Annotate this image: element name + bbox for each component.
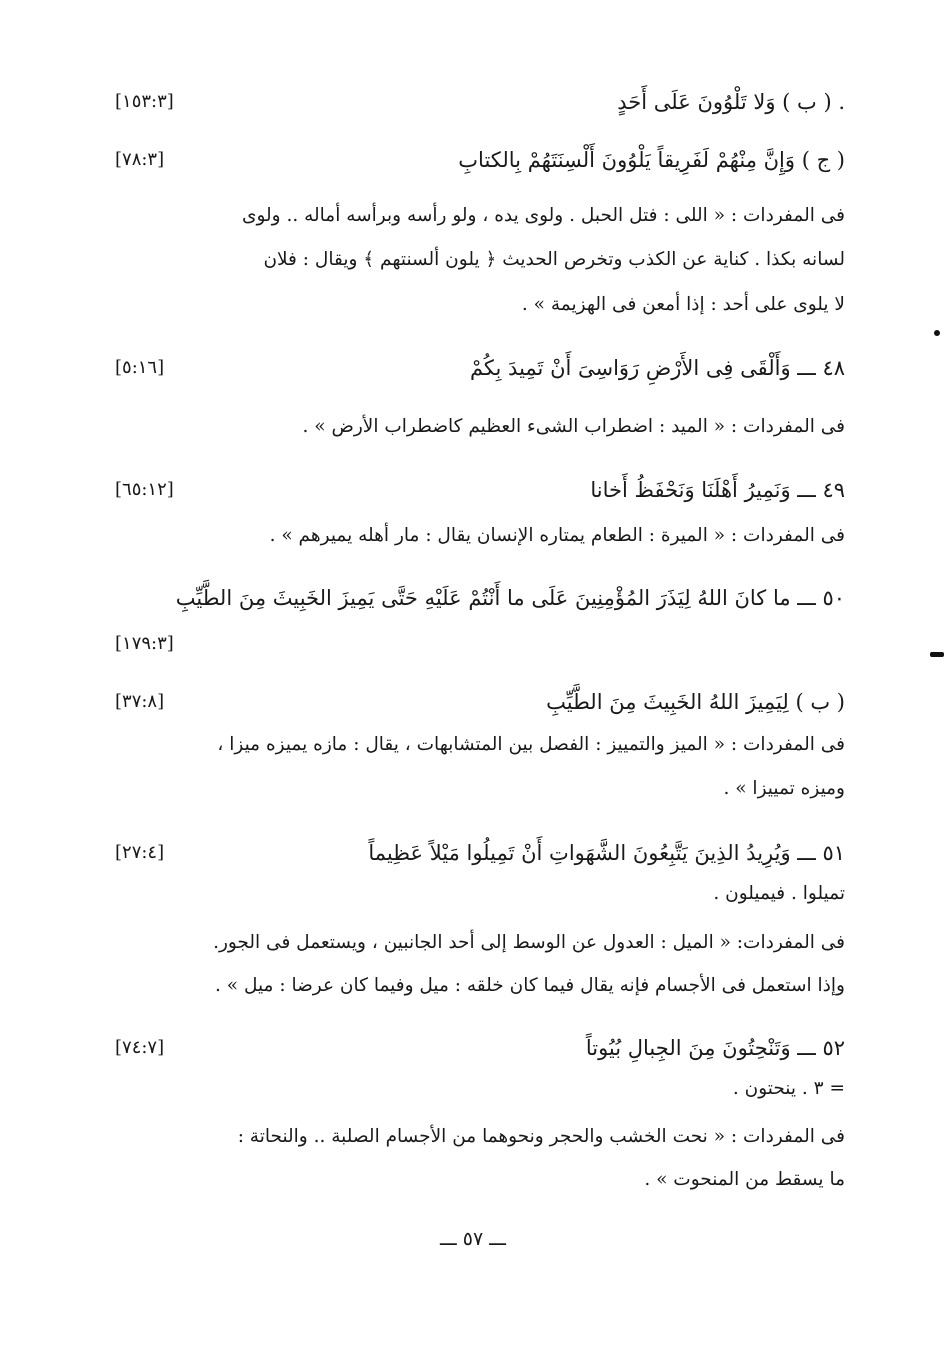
commentary-text: تميلوا . فيميلون . bbox=[713, 883, 845, 904]
commentary-text: فى المفردات : « الميرة : الطعام يمتاره الإنسان يقال : مار أهله يميرهم » . bbox=[269, 525, 845, 546]
verse-line bbox=[115, 470, 845, 510]
verse-reference: [٧٨:٣] bbox=[115, 149, 165, 170]
commentary-line bbox=[115, 725, 845, 765]
verse-text: ( ب ) لِيَمِيزَ اللهُ الخَبِيثَ مِنَ الطَّيِّبِ bbox=[546, 690, 845, 714]
verse-text: ٤٩ ـــ وَنَمِيرُ أَهْلَنَا وَنَحْفَظُ أَخانا bbox=[590, 478, 845, 502]
commentary-line bbox=[115, 1069, 845, 1109]
verse-line bbox=[115, 578, 845, 618]
commentary-text: = ٣ . ينحتون . bbox=[732, 1078, 845, 1099]
verse-text: ٥٢ ـــ وَتَنْحِتُونَ مِنَ الجِبالِ بُيُوتاً bbox=[585, 1036, 845, 1060]
commentary-line bbox=[115, 769, 845, 809]
verse-reference: [٣٧:٨] bbox=[115, 691, 165, 712]
commentary-text: فى المفردات: « الميل : العدول عن الوسط إلى أحد الجانبين ، ويستعمل فى الجور. bbox=[213, 932, 845, 953]
commentary-line bbox=[115, 240, 845, 280]
commentary-line bbox=[115, 966, 845, 1006]
verse-text: ٥٠ ـــ ما كانَ اللهُ لِيَذَرَ المُؤْمِنِينَ عَلَى ما أَنْتُمْ عَلَيْهِ حَتَّى يَمِيزَ الخَبِيثَ مِنَ الطَّيِّبِ bbox=[175, 586, 845, 610]
verse-text: . ( ب ) وَلا تَلْوُونَ عَلَى أَحَدٍ bbox=[617, 90, 845, 114]
commentary-line bbox=[115, 407, 845, 447]
verse-line bbox=[115, 624, 845, 664]
verse-reference: [١٥٣:٣] bbox=[115, 91, 174, 112]
verse-line bbox=[115, 682, 845, 722]
verse-line bbox=[115, 833, 845, 873]
commentary-line bbox=[115, 923, 845, 963]
scan-speck bbox=[934, 330, 940, 336]
commentary-text: وميزه تمييزا » . bbox=[723, 778, 845, 799]
verse-text: ٥١ ـــ وَيُرِيدُ الذِينَ يَتَّبِعُونَ الشَّهَواتِ أَنْ تَمِيلُوا مَيْلاً عَظِيماً bbox=[368, 841, 845, 865]
commentary-text: ما يسقط من المنحوت » . bbox=[644, 1169, 845, 1190]
commentary-line bbox=[115, 874, 845, 914]
commentary-text: فى المفردات : « نحت الخشب والحجر ونحوهما من الأجسام الصلبة .. والنحاتة : bbox=[237, 1126, 845, 1147]
commentary-line bbox=[115, 1160, 845, 1200]
verse-reference: [١٧٩:٣] bbox=[115, 633, 174, 654]
page-number: ـــ ٥٧ ـــ bbox=[440, 1228, 506, 1250]
commentary-text: وإذا استعمل فى الأجسام فإنه يقال فيما كان خلقه : ميل وفيما كان عرضا : ميل » . bbox=[214, 975, 845, 996]
verse-text: ٤٨ ـــ وَأَلْقَى فِى الأَرْضِ رَوَاسِىَ أَنْ تَمِيدَ بِكُمْ bbox=[469, 356, 845, 380]
commentary-text: لسانه بكذا . كناية عن الكذب وتخرص الحديث ﴿ يلون ألسنتهم ﴾ ويقال : فلان bbox=[263, 249, 845, 270]
commentary-line bbox=[115, 516, 845, 556]
verse-line bbox=[115, 82, 845, 122]
commentary-text: فى المفردات : « الميد : اضطراب الشىء العظيم كاضطراب الأرض » . bbox=[302, 416, 845, 437]
verse-line bbox=[115, 348, 845, 388]
commentary-line bbox=[115, 196, 845, 236]
commentary-line bbox=[115, 285, 845, 325]
scan-speck bbox=[930, 652, 944, 657]
verse-line bbox=[115, 140, 845, 180]
verse-reference: [٥:١٦] bbox=[115, 357, 165, 378]
verse-reference: [٧٤:٧] bbox=[115, 1037, 165, 1058]
verse-text: ( ج ) وَإِنَّ مِنْهُمْ لَفَرِيقاً يَلْوُونَ أَلْسِنَتَهُمْ بِالكتابِ bbox=[458, 148, 845, 172]
verse-reference: [٦٥:١٢] bbox=[115, 479, 174, 500]
verse-reference: [٢٧:٤] bbox=[115, 842, 165, 863]
commentary-line bbox=[115, 1117, 845, 1157]
verse-line bbox=[115, 1028, 845, 1068]
commentary-text: فى المفردات : « الميز والتمييز : الفصل بين المتشابهات ، يقال : مازه يميزه ميزا ، bbox=[217, 734, 845, 755]
commentary-text: فى المفردات : « اللى : فتل الحبل . ولوى يده ، ولو رأسه وبرأسه أماله .. ولوى bbox=[241, 205, 845, 226]
commentary-text: لا يلوى على أحد : إذا أمعن فى الهزيمة » . bbox=[521, 294, 845, 315]
